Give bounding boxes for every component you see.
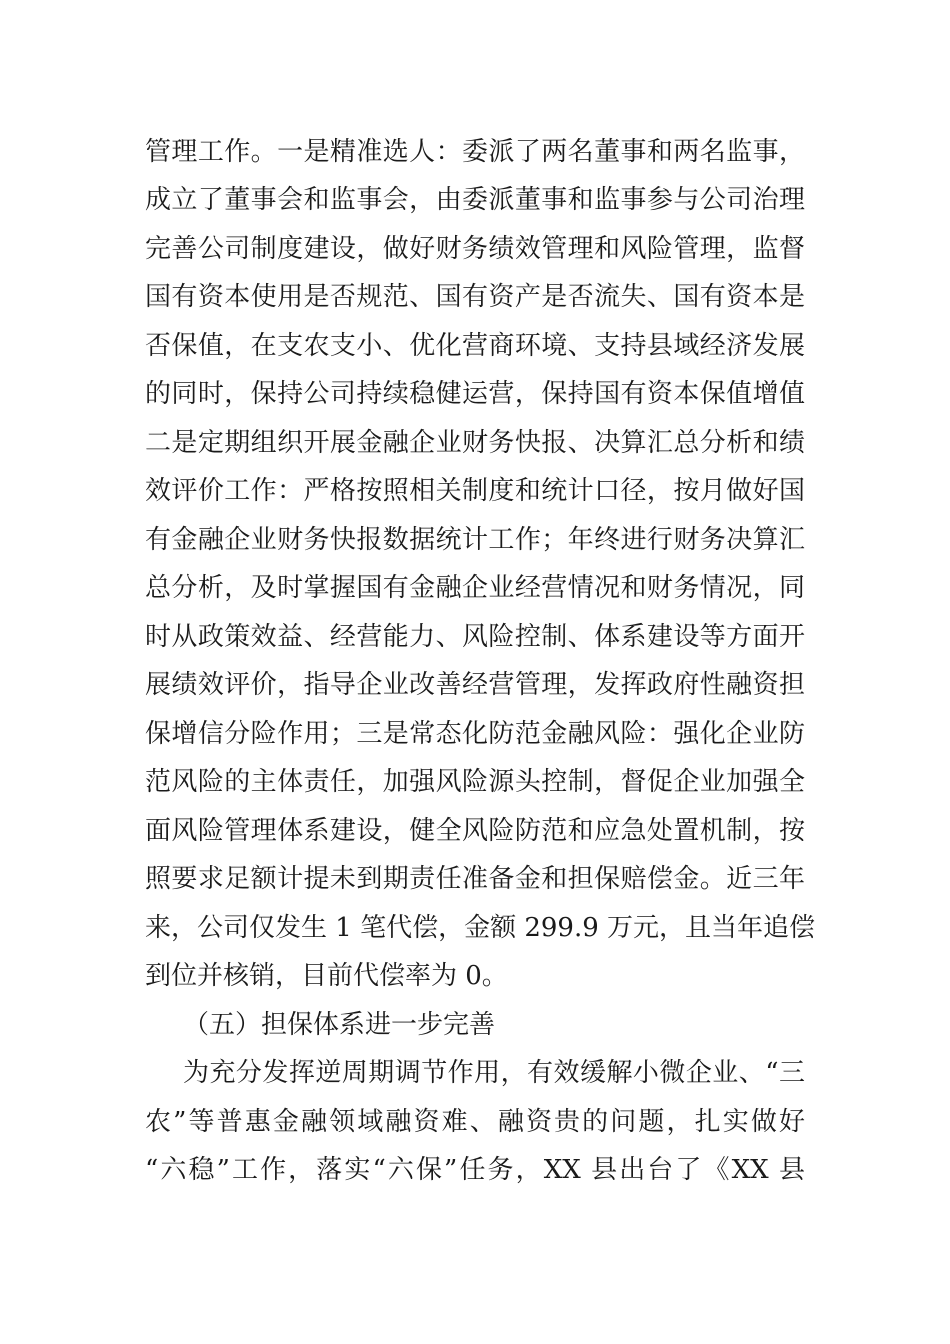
section-heading: （五）担保体系进一步完善 (183, 1010, 496, 1040)
text-line-6: 的同时，保持公司持续稳健运营，保持国有资本保值增值 (145, 379, 805, 409)
text-line-12: 展绩效评价，指导企业改善经营管理，发挥政府性融资担 (145, 670, 805, 700)
text-line-11: 时从政策效益、经营能力、风险控制、体系建设等方面开 (145, 622, 805, 652)
text-line-5: 否保值，在支农支小、优化营商环境、支持县域经济发展 (145, 331, 805, 361)
text-line-2: 成立了董事会和监事会，由委派董事和监事参与公司治理 (145, 185, 805, 215)
text-line-3: 完善公司制度建设，做好财务绩效管理和风险管理，监督 (145, 234, 805, 264)
text-line-21: 农”等普惠金融领域融资难、融资贵的问题，扎实做好 (145, 1107, 805, 1137)
text-line-18: 到位并核销，目前代偿率为 0。 (145, 961, 508, 991)
text-line-7: 二是定期组织开展金融企业财务快报、决算汇总分析和绩 (145, 428, 805, 458)
text-line-4: 国有资本使用是否规范、国有资产是否流失、国有资本是 (145, 282, 805, 312)
text-line-13: 保增信分险作用；三是常态化防范金融风险：强化企业防 (145, 719, 805, 749)
text-line-20: 为充分发挥逆周期调节作用，有效缓解小微企业、“三 (183, 1058, 805, 1088)
text-line-1: 管理工作。一是精准选人：委派了两名董事和两名监事， (145, 137, 805, 167)
text-line-9: 有金融企业财务快报数据统计工作；年终进行财务决算汇 (145, 525, 805, 555)
text-line-10: 总分析，及时掌握国有金融企业经营情况和财务情况，同 (145, 573, 805, 603)
text-line-14: 范风险的主体责任，加强风险源头控制，督促企业加强全 (145, 767, 805, 797)
text-line-8: 效评价工作：严格按照相关制度和统计口径，按月做好国 (145, 476, 805, 506)
text-line-17: 来，公司仅发生 1 笔代偿，金额 299.9 万元，且当年追偿 (145, 913, 816, 943)
text-line-22: “六稳”工作，落实“六保”任务，XX 县出台了《XX 县 (145, 1155, 805, 1185)
text-line-16: 照要求足额计提未到期责任准备金和担保赔偿金。近三年 (145, 864, 805, 894)
text-line-15: 面风险管理体系建设，健全风险防范和应急处置机制，按 (145, 816, 805, 846)
